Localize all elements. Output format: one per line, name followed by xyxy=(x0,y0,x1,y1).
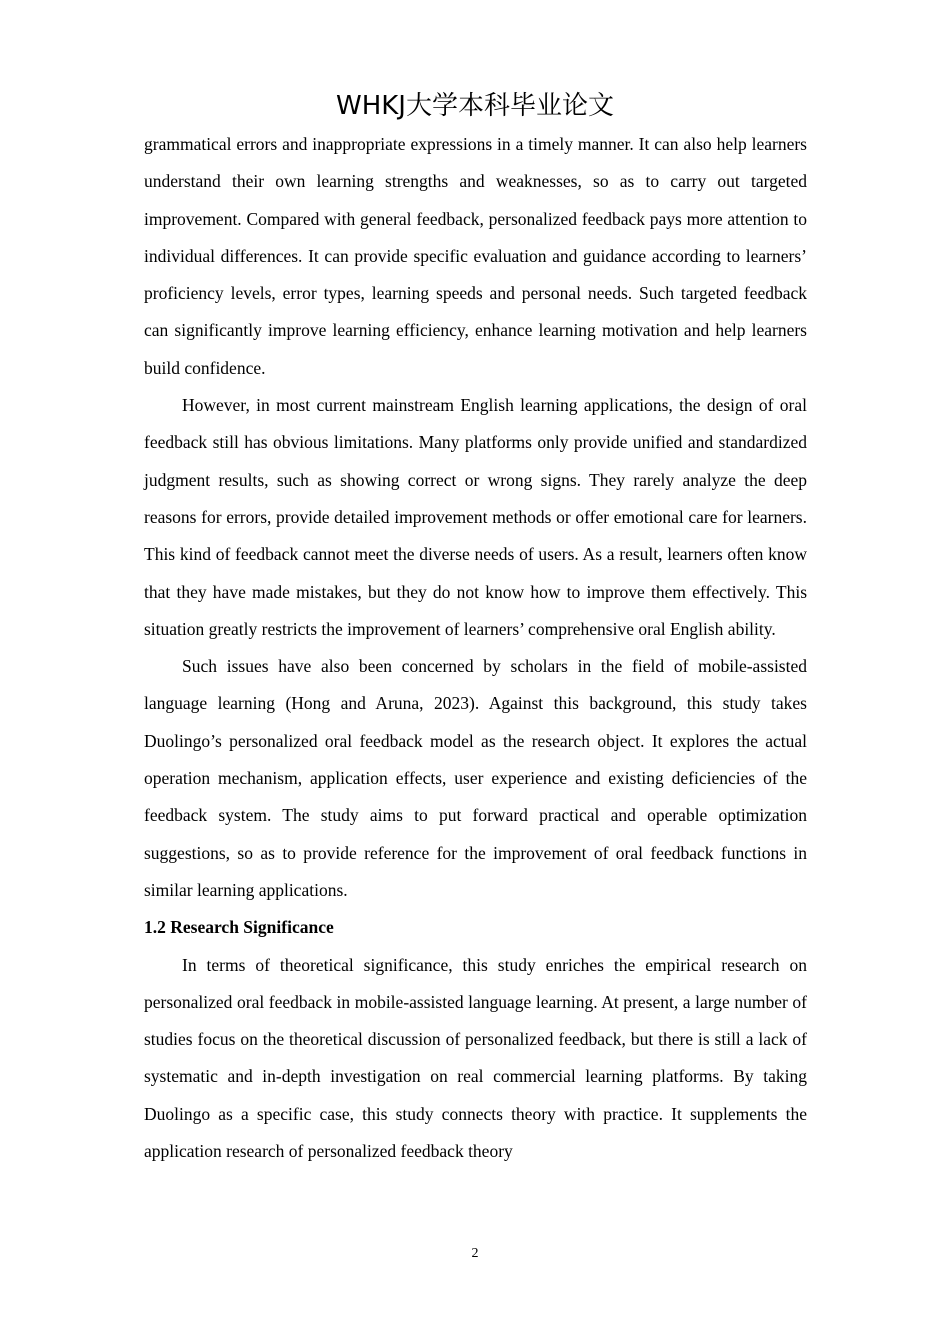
page-header-title: WHKJ大学本科毕业论文 xyxy=(336,91,614,121)
page-number: 2 xyxy=(471,1246,479,1261)
paragraph-limitations: However, in most current mainstream English learning applications, the design of oral feedback still has obvious limitations. Many platforms only provide unified and standardized judgment results, such as showing correct or wrong signs. They rarely analyze the deep reasons for errors, provide detailed improvement methods or offer emotional care for learners. This kind of feedback cannot meet the diverse needs of users. As a result, learners often know that they have made mistakes, but they do not know how to improve them effectively. This situation greatly restricts the improvement of learners’ comprehensive oral English ability. xyxy=(144,395,807,639)
document-body xyxy=(144,126,807,1170)
paragraph-continuation: grammatical errors and inappropriate expressions in a timely manner. It can also help learners understand their own learning strengths and weaknesses, so as to carry out targeted improvement. Compared with general feedback, personalized feedback pays more attention to individual differences. It can provide specific evaluation and guidance according to learners’ proficiency levels, error types, learning speeds and personal needs. Such targeted feedback can significantly improve learning efficiency, enhance learning motivation and help learners build confidence. xyxy=(144,134,807,378)
paragraph-research-object: Such issues have also been concerned by scholars in the field of mobile-assisted language learning (Hong and Aruna, 2023). Against this background, this study takes Duolingo’s personalized oral feedback model as the research object. It explores the actual operation mechanism, application effects, user experience and existing deficiencies of the feedback system. The study aims to put forward practical and operable optimization suggestions, so as to provide reference for the improvement of oral feedback functions in similar learning applications. xyxy=(144,656,807,900)
section-heading-research-significance: 1.2 Research Significance xyxy=(144,917,334,938)
paragraph-theoretical-significance: In terms of theoretical significance, this study enriches the empirical research on personalized oral feedback in mobile-assisted language learning. At present, a large number of studies focus on the theoretical discussion of personalized feedback, but there is still a lack of systematic and in-depth investigation on real commercial learning platforms. By taking Duolingo as a specific case, this study connects theory with practice. It supplements the application research of personalized feedback theory xyxy=(144,954,807,1162)
